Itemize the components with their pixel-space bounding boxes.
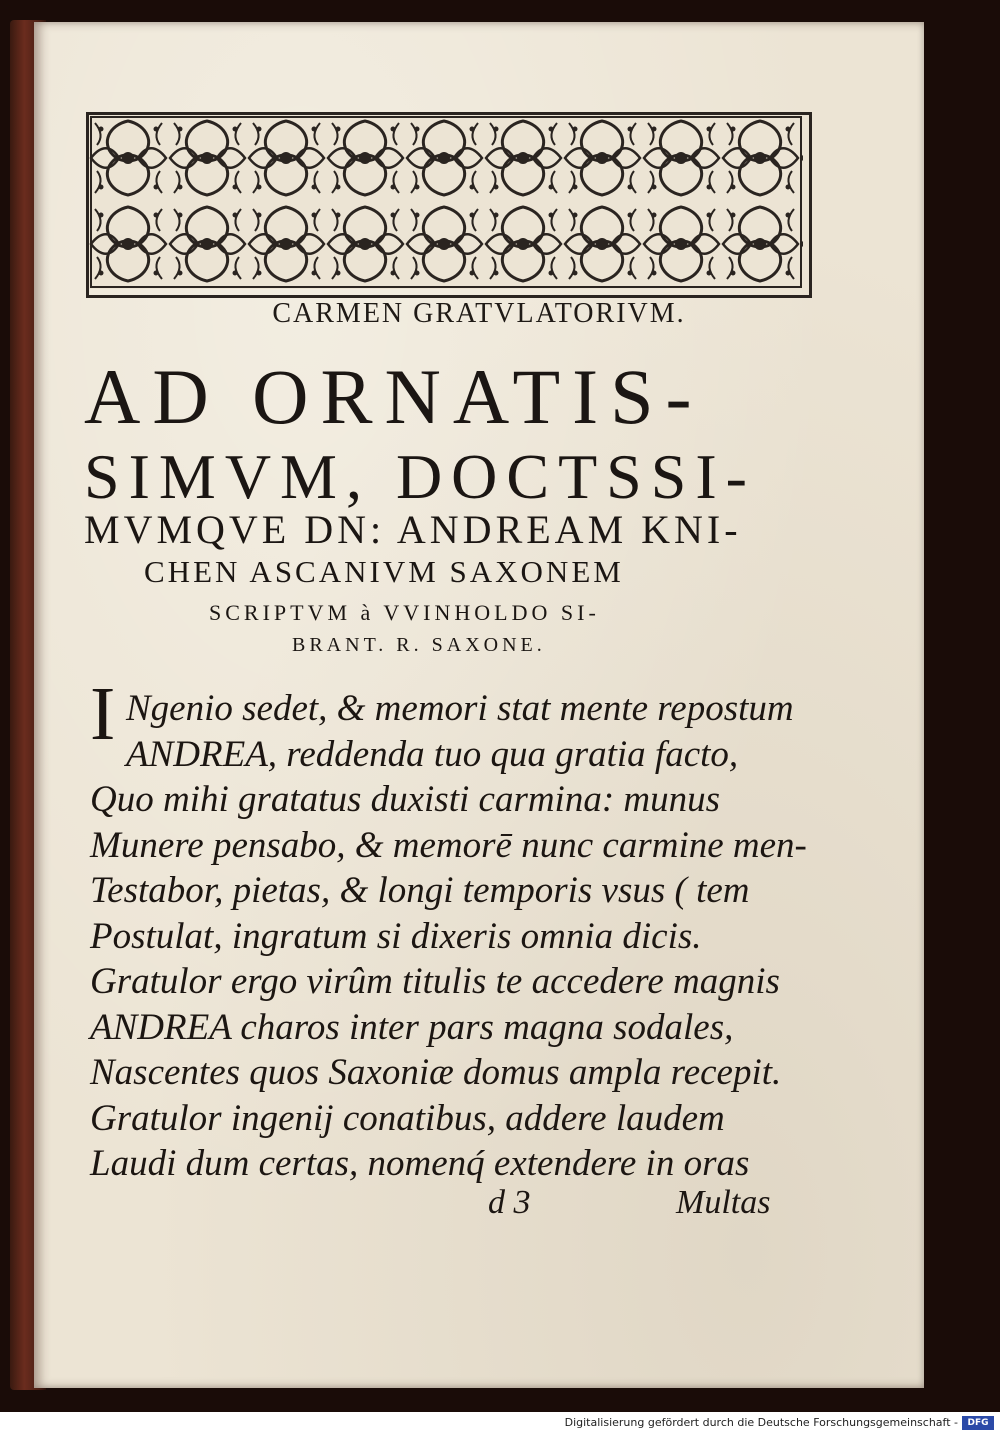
caption-heading: CARMEN GRATVLATORIVM. [272,298,686,329]
title-line-2: SIMVM, DOCTSSI- [84,441,756,512]
dfg-logo-icon: DFG [962,1416,994,1430]
book-page [34,22,924,1388]
verse-line-10: Gratulor ingenij conatibus, addere laudem [90,1097,725,1139]
verse-initial: I [90,672,116,756]
verse-line-2: ANDREA, reddenda tuo qua gratia facto, [126,733,739,775]
title-line-6: BRANT. R. SAXONE. [292,634,546,656]
title-line-4: CHEN ASCANIVM SAXONEM [144,554,624,589]
verse-line-5: Testabor, pietas, & longi temporis vsus ( tem [90,870,750,911]
signature-mark: d 3 [488,1184,531,1221]
ornamental-headpiece [86,112,812,298]
footer-bar [0,1414,1000,1433]
verse-line-4: Munere pensabo, & memorē nunc carmine men- [90,824,807,866]
title-line-3: MVMQVE DN: ANDREAM KNI- [84,507,742,552]
footer-credit: Digitalisierung gefördert durch die Deutsche Forschungsgemeinschaft - [564,1416,958,1429]
verse-line-8: ANDREA charos inter pars magna sodales, [90,1006,734,1048]
catchword: Multas [676,1184,771,1221]
title-line-1: AD ORNATIS- [84,353,704,440]
verse-line-11: Laudi dum certas, nomenq́ extendere in oras [90,1143,750,1184]
verse-body [90,672,890,1187]
verse-line-3: Quo mihi gratatus duxisti carmina: munus [90,779,721,820]
verse-line-9: Nascentes quos Saxoniæ domus ampla recepit. [90,1052,782,1093]
verse-line-1: Ngenio sedet, & memori stat mente repostum [126,688,794,729]
verse-line-6: Postulat, ingratum si dixeris omnia dicis. [90,915,702,957]
verse-line-7: Gratulor ergo virûm titulis te accedere magnis [90,961,780,1002]
title-line-5: SCRIPTVM à VVINHOLDO SI- [209,600,600,625]
